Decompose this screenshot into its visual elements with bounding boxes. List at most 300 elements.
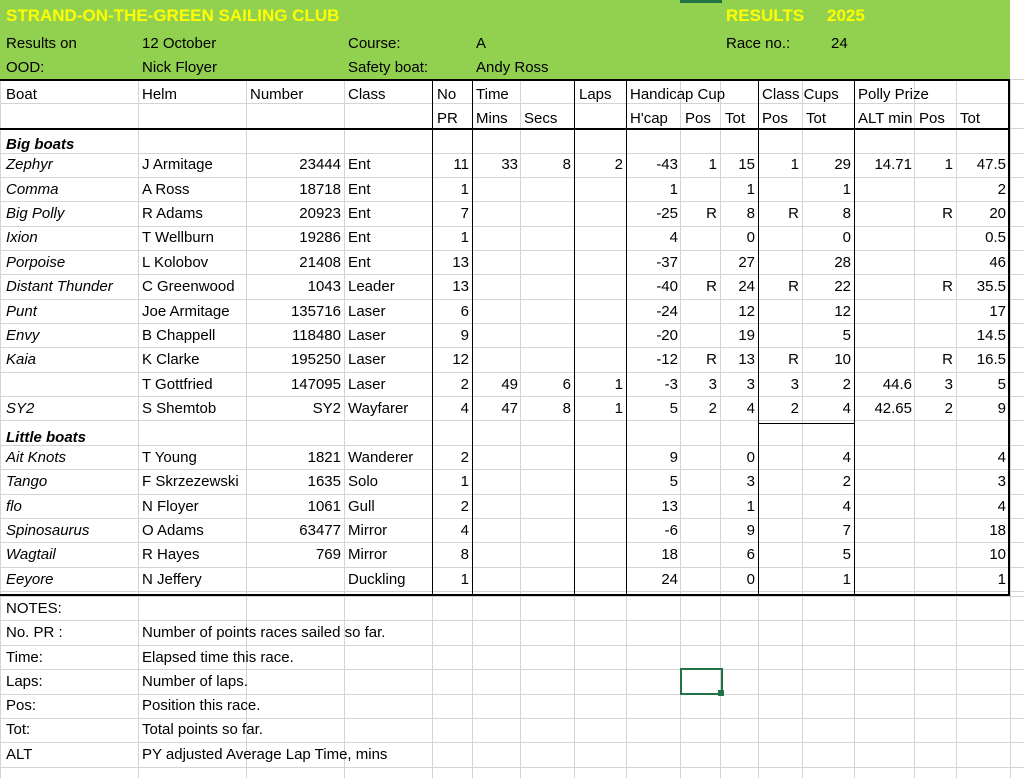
cell-ctot: 5 xyxy=(842,327,851,344)
grid-line xyxy=(344,79,345,778)
cell-mins: 47 xyxy=(501,400,518,417)
cell-alt xyxy=(854,495,912,519)
cell-laps xyxy=(574,202,623,226)
note-text: Number of points races sailed so far. xyxy=(142,624,386,641)
cell-number: 769 xyxy=(315,546,341,563)
cell-hpos xyxy=(680,470,717,494)
cell-mins xyxy=(472,275,518,299)
cell-htot: 13 xyxy=(738,351,755,368)
cell-class: Leader xyxy=(348,278,395,295)
cell-alt xyxy=(854,446,912,470)
cell-laps xyxy=(574,251,623,275)
cell-pr: 13 xyxy=(452,278,469,295)
cell-ppos: R xyxy=(942,278,953,295)
cell-alt xyxy=(854,300,912,324)
cell-mins: 33 xyxy=(501,156,518,173)
cell-cpos xyxy=(758,470,799,494)
cell-number: 23444 xyxy=(299,156,341,173)
cell-hpos: R xyxy=(706,351,717,368)
cell-number: 135716 xyxy=(290,303,341,320)
cell-hpos xyxy=(680,519,717,543)
cell-hpos xyxy=(680,543,717,567)
cell-alt xyxy=(854,226,912,250)
cell-class: Ent xyxy=(348,181,371,198)
cell-class: Ent xyxy=(348,229,371,246)
cell-cpos: R xyxy=(788,351,799,368)
cell-ctot: 28 xyxy=(834,254,851,271)
col-hcap: H'cap xyxy=(630,110,668,127)
cell-ppos xyxy=(914,519,953,543)
note-key: Pos: xyxy=(6,697,37,714)
cell-cpos xyxy=(758,324,799,348)
cell-helm: J Armitage xyxy=(142,156,213,173)
col-laps: Laps xyxy=(579,86,612,103)
cell-htot: 1 xyxy=(746,181,755,198)
cell-number: 19286 xyxy=(299,229,341,246)
col-secs: Secs xyxy=(524,110,558,127)
cell-laps xyxy=(574,543,623,567)
cell-pr: 2 xyxy=(460,498,469,515)
cell-ppos xyxy=(914,300,953,324)
col-class-pos: Pos xyxy=(762,110,788,127)
cell-pr: 1 xyxy=(460,181,469,198)
cell-htot: 15 xyxy=(738,156,755,173)
cell-pr: 6 xyxy=(460,303,469,320)
cell-helm: B Chappell xyxy=(142,327,216,344)
cell-class: Laser xyxy=(348,303,386,320)
cell-boat: Comma xyxy=(6,181,59,198)
cell-hcap: -12 xyxy=(656,351,678,368)
cell-boat: SY2 xyxy=(6,400,35,417)
cell-htot: 6 xyxy=(746,546,755,563)
cell-hcap: 18 xyxy=(661,546,678,563)
grid-line xyxy=(0,594,1010,596)
cell-secs: 8 xyxy=(562,400,571,417)
cell-class: Ent xyxy=(348,205,371,222)
grid-line xyxy=(758,423,854,424)
cell-pr: 1 xyxy=(460,571,469,588)
cell-hpos: R xyxy=(706,205,717,222)
cell-hpos: 2 xyxy=(708,400,717,417)
cell-htot: 24 xyxy=(738,278,755,295)
cell-ptot: 1 xyxy=(997,571,1006,588)
cell-laps xyxy=(574,324,623,348)
cell-hpos xyxy=(680,226,717,250)
cell-boat: Wagtail xyxy=(6,546,56,563)
note-text: PY adjusted Average Lap Time, mins xyxy=(142,746,388,763)
cell-hpos xyxy=(680,324,717,348)
cell-alt xyxy=(854,470,912,494)
cell-ctot: 1 xyxy=(842,571,851,588)
cell-ppos xyxy=(914,446,953,470)
race-no-value: 24 xyxy=(831,35,848,52)
cell-ctot: 29 xyxy=(834,156,851,173)
cell-laps: 2 xyxy=(614,156,623,173)
cell-alt xyxy=(854,202,912,226)
cell-helm: T Gottfried xyxy=(142,376,213,393)
cell-secs xyxy=(520,178,571,202)
note-text: Number of laps. xyxy=(142,673,248,690)
cell-alt xyxy=(854,251,912,275)
col-alt-min: ALT min xyxy=(858,110,913,127)
cell-hcap: -43 xyxy=(656,156,678,173)
cell-hpos: 3 xyxy=(708,376,717,393)
note-text: Total points so far. xyxy=(142,721,263,738)
cell-helm: K Clarke xyxy=(142,351,200,368)
cell-hcap: -37 xyxy=(656,254,678,271)
cell-laps xyxy=(574,300,623,324)
cell-ppos xyxy=(914,470,953,494)
cell-laps xyxy=(574,568,623,592)
notes-title: NOTES: xyxy=(6,600,62,617)
cell-ctot: 2 xyxy=(842,376,851,393)
cell-class: Wayfarer xyxy=(348,400,409,417)
cell-secs xyxy=(520,300,571,324)
cell-ptot: 17 xyxy=(989,303,1006,320)
cell-mins xyxy=(472,470,518,494)
cell-boat xyxy=(6,373,136,397)
cell-boat: flo xyxy=(6,498,22,515)
cell-ptot: 18 xyxy=(989,522,1006,539)
cell-alt xyxy=(854,543,912,567)
cell-hcap: 4 xyxy=(669,229,678,246)
cell-secs xyxy=(520,543,571,567)
cell-hpos xyxy=(680,251,717,275)
cell-laps xyxy=(574,519,623,543)
col-helm: Helm xyxy=(142,86,178,103)
cell-htot: 3 xyxy=(746,376,755,393)
cell-boat: Envy xyxy=(6,327,40,344)
cell-mins xyxy=(472,446,518,470)
cell-secs xyxy=(520,495,571,519)
cell-cpos xyxy=(758,568,799,592)
cell-pr: 7 xyxy=(460,205,469,222)
cell-alt xyxy=(854,178,912,202)
cell-class: Ent xyxy=(348,254,371,271)
cell-alt xyxy=(854,519,912,543)
cell-ppos xyxy=(914,543,953,567)
cell-mins xyxy=(472,202,518,226)
cell-number: SY2 xyxy=(312,400,341,417)
cell-laps xyxy=(574,495,623,519)
course-value: A xyxy=(476,35,487,52)
cell-htot: 12 xyxy=(738,303,755,320)
cell-alt xyxy=(854,568,912,592)
cell-boat: Zephyr xyxy=(6,156,53,173)
grid-line xyxy=(0,596,1024,597)
cell-hcap: 5 xyxy=(669,400,678,417)
cell-boat: Tango xyxy=(6,473,48,490)
cell-ctot: 4 xyxy=(842,449,851,466)
cell-hcap: 24 xyxy=(661,571,678,588)
selected-cell[interactable] xyxy=(680,668,723,695)
cell-cpos xyxy=(758,446,799,470)
cell-pr: 8 xyxy=(460,546,469,563)
results-label: RESULTS xyxy=(726,6,805,25)
cell-mins xyxy=(472,324,518,348)
cell-boat: Ait Knots xyxy=(6,449,67,466)
cell-htot: 19 xyxy=(738,327,755,344)
cell-pr: 12 xyxy=(452,351,469,368)
col-polly-pos: Pos xyxy=(919,110,945,127)
note-text: Elapsed time this race. xyxy=(142,649,294,666)
cell-class: Mirror xyxy=(348,546,388,563)
cell-number: 63477 xyxy=(299,522,341,539)
col-class-tot: Tot xyxy=(806,110,827,127)
note-key: Tot: xyxy=(6,721,31,738)
cell-ctot: 2 xyxy=(842,473,851,490)
cell-number: 20923 xyxy=(299,205,341,222)
cell-alt xyxy=(854,348,912,372)
cell-helm: N Floyer xyxy=(142,498,199,515)
cell-ptot: 3 xyxy=(997,473,1006,490)
cell-ptot: 10 xyxy=(989,546,1006,563)
cell-htot: 27 xyxy=(738,254,755,271)
cell-helm: T Wellburn xyxy=(142,229,214,246)
cell-ctot: 8 xyxy=(842,205,851,222)
cell-alt: 42.65 xyxy=(874,400,912,417)
cell-boat: Distant Thunder xyxy=(6,278,113,295)
grid-line xyxy=(1010,79,1011,778)
cell-cpos xyxy=(758,226,799,250)
col-number: Number xyxy=(250,86,304,103)
cell-laps xyxy=(574,446,623,470)
cell-hcap: 5 xyxy=(669,473,678,490)
cell-pr: 4 xyxy=(460,400,469,417)
cell-ptot: 16.5 xyxy=(976,351,1006,368)
cell-pr: 4 xyxy=(460,522,469,539)
cell-mins xyxy=(472,495,518,519)
cell-secs xyxy=(520,275,571,299)
cell-cpos xyxy=(758,300,799,324)
cell-ppos: 1 xyxy=(944,156,953,173)
cell-htot: 9 xyxy=(746,522,755,539)
cell-mins xyxy=(472,300,518,324)
cell-cpos: R xyxy=(788,278,799,295)
grid-line xyxy=(0,79,1,778)
cell-helm: R Adams xyxy=(142,205,203,222)
cell-ctot: 10 xyxy=(834,351,851,368)
cell-helm: A Ross xyxy=(142,181,190,198)
cell-hcap: -20 xyxy=(656,327,678,344)
cell-laps xyxy=(574,275,623,299)
safety-boat-value: Andy Ross xyxy=(476,59,549,76)
cell-class: Wanderer xyxy=(348,449,414,466)
race-date: 12 October xyxy=(142,35,217,52)
cell-number: 1821 xyxy=(307,449,341,466)
cell-mins xyxy=(472,568,518,592)
cell-class: Solo xyxy=(348,473,379,490)
cell-pr: 13 xyxy=(452,254,469,271)
cell-number xyxy=(246,568,341,592)
cell-hcap: -3 xyxy=(664,376,678,393)
cell-secs xyxy=(520,446,571,470)
cell-ppos xyxy=(914,495,953,519)
cell-number: 18718 xyxy=(299,181,341,198)
col-handicap-cup: Handicap Cup xyxy=(630,86,726,103)
cell-helm: Joe Armitage xyxy=(142,303,230,320)
cell-pr: 1 xyxy=(460,473,469,490)
cell-class: Laser xyxy=(348,351,386,368)
cell-hcap: -24 xyxy=(656,303,678,320)
cell-number: 1043 xyxy=(307,278,341,295)
cell-ppos xyxy=(914,568,953,592)
cell-cpos xyxy=(758,519,799,543)
cell-number: 195250 xyxy=(290,351,341,368)
section-little-boats: Little boats xyxy=(6,429,87,446)
cell-hpos xyxy=(680,178,717,202)
fill-handle[interactable] xyxy=(718,690,724,696)
cell-boat: Eeyore xyxy=(6,571,54,588)
cell-ptot: 47.5 xyxy=(976,156,1006,173)
cell-secs xyxy=(520,470,571,494)
cell-cpos xyxy=(758,495,799,519)
results-on-label: Results on xyxy=(6,35,77,52)
cell-helm: R Hayes xyxy=(142,546,200,563)
col-time: Time xyxy=(476,86,509,103)
cell-ctot: 1 xyxy=(842,181,851,198)
col-polly-tot: Tot xyxy=(960,110,981,127)
cell-cpos xyxy=(758,543,799,567)
cell-ppos xyxy=(914,251,953,275)
cell-hpos: R xyxy=(706,278,717,295)
cell-hcap: -6 xyxy=(664,522,678,539)
col-boat: Boat xyxy=(6,86,37,103)
cell-hcap: -25 xyxy=(656,205,678,222)
cell-alt xyxy=(854,275,912,299)
cell-class: Laser xyxy=(348,376,386,393)
cell-mins xyxy=(472,348,518,372)
cell-ctot: 0 xyxy=(842,229,851,246)
cell-hpos xyxy=(680,446,717,470)
cell-laps: 1 xyxy=(614,376,623,393)
cell-ctot: 5 xyxy=(842,546,851,563)
cell-number: 21408 xyxy=(299,254,341,271)
cell-ptot: 2 xyxy=(997,181,1006,198)
cell-alt: 44.6 xyxy=(882,376,912,393)
cell-boat: Porpoise xyxy=(6,254,66,271)
cell-pr: 11 xyxy=(453,156,469,173)
cell-alt xyxy=(854,324,912,348)
cell-number: 147095 xyxy=(290,376,341,393)
cell-ppos xyxy=(914,178,953,202)
note-key: ALT xyxy=(6,746,33,763)
cell-htot: 8 xyxy=(746,205,755,222)
cell-number: 118480 xyxy=(292,327,341,344)
cell-helm: T Young xyxy=(142,449,197,466)
cell-cpos: 1 xyxy=(790,156,799,173)
cell-ctot: 7 xyxy=(842,522,851,539)
course-label: Course: xyxy=(348,35,401,52)
cell-class: Duckling xyxy=(348,571,406,588)
cell-helm: N Jeffery xyxy=(142,571,202,588)
cell-class: Ent xyxy=(348,156,371,173)
cell-ptot: 5 xyxy=(997,376,1006,393)
cell-alt: 14.71 xyxy=(874,156,912,173)
cell-pr: 1 xyxy=(460,229,469,246)
cell-pr: 9 xyxy=(460,327,469,344)
cell-htot: 4 xyxy=(746,400,755,417)
cell-number: 1635 xyxy=(307,473,341,490)
cell-cpos xyxy=(758,178,799,202)
cell-boat: Big Polly xyxy=(6,205,65,222)
grid-line xyxy=(1008,79,1010,596)
cell-htot: 3 xyxy=(746,473,755,490)
race-no-label: Race no.: xyxy=(726,35,791,52)
cell-ppos: R xyxy=(942,205,953,222)
cell-boat: Ixion xyxy=(6,229,38,246)
cell-mins xyxy=(472,226,518,250)
cell-mins xyxy=(472,251,518,275)
cell-ptot: 0.5 xyxy=(985,229,1006,246)
cell-secs xyxy=(520,226,571,250)
note-key: Time: xyxy=(6,649,43,666)
club-title: STRAND-ON-THE-GREEN SAILING CLUB xyxy=(6,6,340,25)
column-selection-indicator xyxy=(680,0,722,3)
cell-cpos: 3 xyxy=(790,376,799,393)
cell-htot: 0 xyxy=(746,571,755,588)
cell-ppos: 2 xyxy=(944,400,953,417)
cell-htot: 0 xyxy=(746,449,755,466)
cell-cpos xyxy=(758,251,799,275)
section-big-boats: Big boats xyxy=(6,136,75,153)
cell-ptot: 14.5 xyxy=(976,327,1006,344)
col-polly-prize: Polly Prize xyxy=(858,86,929,103)
cell-laps: 1 xyxy=(614,400,623,417)
cell-ppos xyxy=(914,226,953,250)
cell-ppos: R xyxy=(942,351,953,368)
cell-secs xyxy=(520,324,571,348)
cell-ctot: 4 xyxy=(842,498,851,515)
cell-htot: 1 xyxy=(746,498,755,515)
cell-secs xyxy=(520,568,571,592)
cell-ptot: 4 xyxy=(997,498,1006,515)
col-pr: PR xyxy=(437,110,458,127)
col-class-cups: Class Cups xyxy=(762,86,839,103)
cell-laps xyxy=(574,226,623,250)
cell-pr: 2 xyxy=(460,376,469,393)
cell-secs xyxy=(520,348,571,372)
cell-ptot: 9 xyxy=(997,400,1006,417)
cell-boat: Kaia xyxy=(6,351,37,368)
cell-boat: Punt xyxy=(6,303,37,320)
cell-ctot: 22 xyxy=(834,278,851,295)
cell-ptot: 35.5 xyxy=(976,278,1006,295)
cell-htot: 0 xyxy=(746,229,755,246)
safety-boat-label: Safety boat: xyxy=(348,59,429,76)
cell-hcap: 9 xyxy=(669,449,678,466)
cell-laps xyxy=(574,348,623,372)
cell-helm: F Skrzezewski xyxy=(142,473,239,490)
cell-hpos xyxy=(680,300,717,324)
cell-ppos xyxy=(914,324,953,348)
cell-secs xyxy=(520,251,571,275)
col-hcap-pos: Pos xyxy=(685,110,711,127)
cell-ptot: 46 xyxy=(989,254,1006,271)
cell-secs: 6 xyxy=(562,376,571,393)
col-mins: Mins xyxy=(476,110,508,127)
cell-boat: Spinosaurus xyxy=(6,522,90,539)
cell-hpos xyxy=(680,568,717,592)
cell-number: 1061 xyxy=(307,498,341,515)
cell-class: Gull xyxy=(348,498,375,515)
ood-label: OOD: xyxy=(6,59,45,76)
cell-helm: L Kolobov xyxy=(142,254,209,271)
cell-cpos: R xyxy=(788,205,799,222)
cell-class: Mirror xyxy=(348,522,388,539)
cell-hcap: -40 xyxy=(656,278,678,295)
results-year: 2025 xyxy=(827,6,865,25)
